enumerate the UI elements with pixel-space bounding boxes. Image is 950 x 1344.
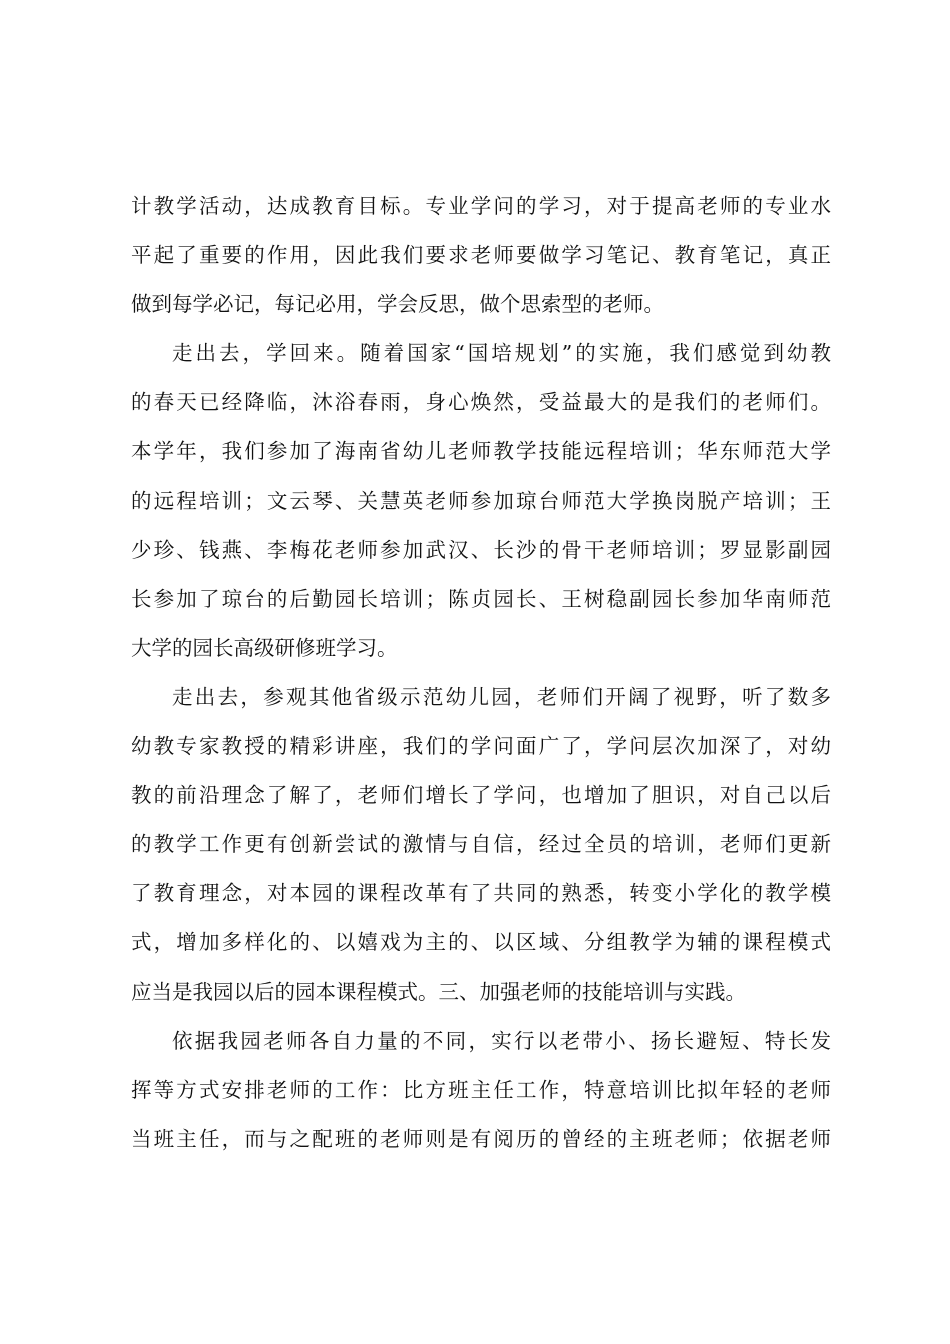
text-line: 走出去，学回来。随着国家“国培规划”的实施，我们感觉到幼教 <box>172 341 831 366</box>
text-line: 长参加了琼台的后勤园长培训；陈贞园长、王树稳副园长参加华南师范 <box>131 586 831 611</box>
text-line: 当班主任，而与之配班的老师则是有阅历的曾经的主班老师；依据老师 <box>131 1126 831 1151</box>
paragraph <box>131 1017 831 1164</box>
text-line: 本学年，我们参加了海南省幼儿老师教学技能远程培训；华东师范大学 <box>131 439 831 464</box>
paragraph <box>131 182 831 329</box>
text-line: 的春天已经降临，沐浴春雨，身心焕然，受益最大的是我们的老师们。 <box>131 390 831 415</box>
text-line: 走出去，参观其他省级示范幼儿园，老师们开阔了视野，听了数多 <box>172 684 831 709</box>
text-line: 少珍、钱燕、李梅花老师参加武汉、长沙的骨干老师培训；罗显影副园 <box>131 537 831 562</box>
text-line: 的远程培训；文云琴、关慧英老师参加琼台师范大学换岗脱产培训；王 <box>131 488 831 513</box>
paragraph <box>131 673 831 1017</box>
text-line: 做到每学必记，每记必用，学会反思，做个思索型的老师。 <box>131 292 664 317</box>
text-line: 挥等方式安排老师的工作：比方班主任工作，特意培训比拟年轻的老师 <box>131 1077 831 1102</box>
text-line: 式，增加多样化的、以嬉戏为主的、以区域、分组教学为辅的课程模式 <box>131 930 831 955</box>
text-line: 的教学工作更有创新尝试的激情与自信，经过全员的培训，老师们更新 <box>131 832 831 857</box>
text-line: 幼教专家教授的精彩讲座，我们的学问面广了，学问层次加深了，对幼 <box>131 734 831 759</box>
body-text <box>131 182 831 1164</box>
text-line: 计教学活动，达成教育目标。专业学问的学习，对于提高老师的专业水 <box>131 194 831 218</box>
paragraph <box>131 329 831 673</box>
text-line: 应当是我园以后的园本课程模式。三、加强老师的技能培训与实践。 <box>131 979 746 1004</box>
text-line: 大学的园长高级研修班学习。 <box>131 635 398 660</box>
text-line: 了教育理念，对本园的课程改革有了共同的熟悉，转变小学化的教学模 <box>131 881 831 906</box>
text-line: 教的前沿理念了解了，老师们增长了学问，也增加了胆识，对自己以后 <box>131 783 831 808</box>
text-line: 平起了重要的作用，因此我们要求老师要做学习笔记、教育笔记，真正 <box>131 243 831 268</box>
text-line: 依据我园老师各自力量的不同，实行以老带小、扬长避短、特长发 <box>172 1028 831 1053</box>
